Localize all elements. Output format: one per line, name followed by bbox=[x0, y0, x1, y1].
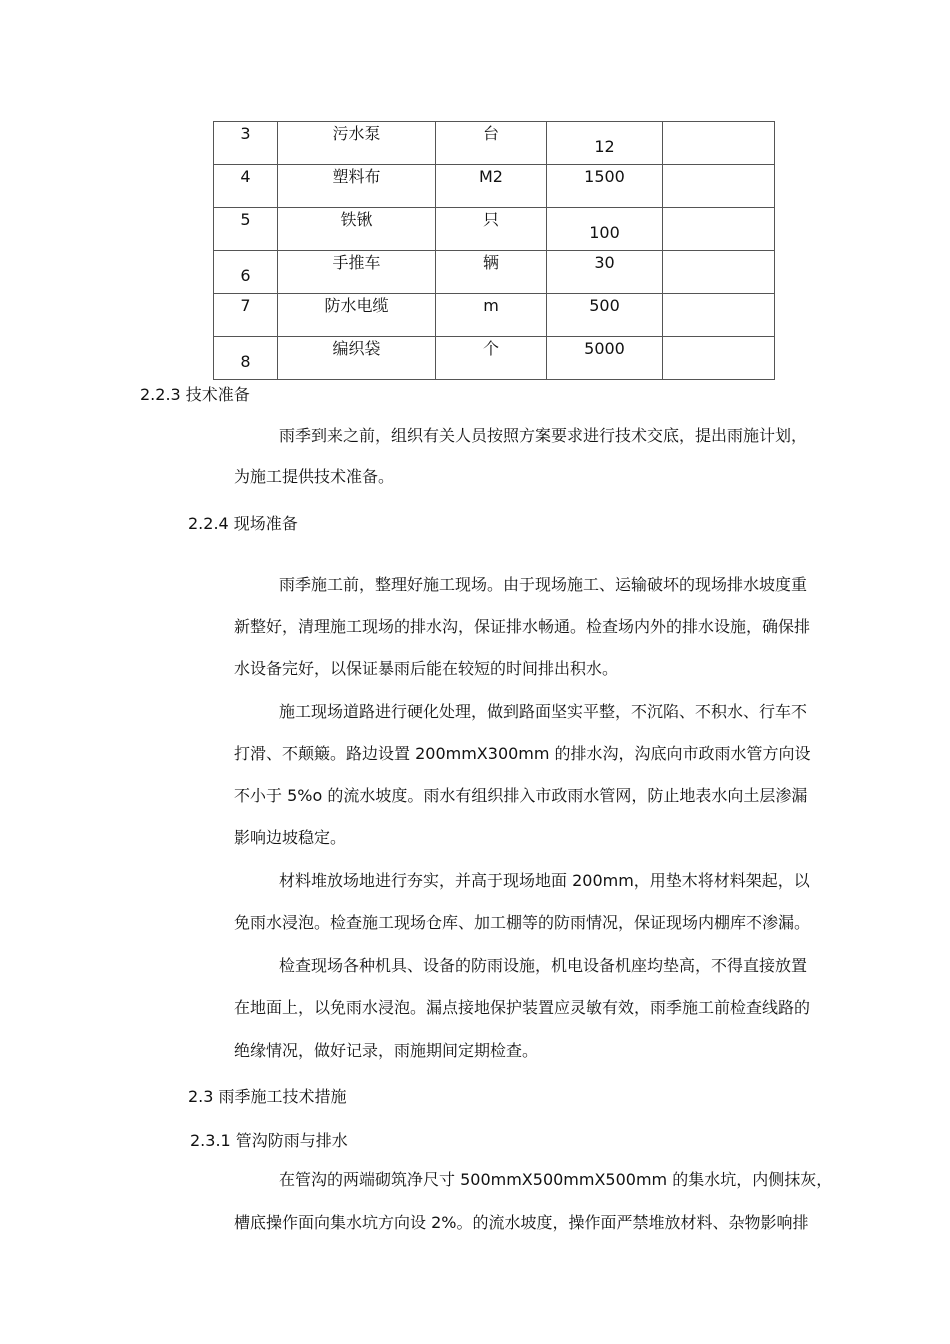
table-row bbox=[214, 294, 775, 337]
paragraph-line: 打滑、不颠簸。路边设置 200mmX300mm 的排水沟，沟底向市政雨水管方向设 bbox=[234, 744, 811, 763]
cell-remark bbox=[663, 208, 775, 251]
paragraph-line: 水设备完好，以保证暴雨后能在较短的时间排出积水。 bbox=[234, 659, 619, 678]
section-heading-2-2-3: 2.2.3 技术准备 bbox=[140, 385, 250, 404]
cell-unit: M2 bbox=[436, 165, 547, 208]
paragraph-line: 新整好，清理施工现场的排水沟，保证排水畅通。检查场内外的排水设施，确保排 bbox=[234, 617, 811, 636]
section-heading-2-2-4: 2.2.4 现场准备 bbox=[188, 514, 298, 533]
cell-qty: 30 bbox=[547, 251, 663, 294]
cell-unit: 个 bbox=[436, 337, 547, 380]
paragraph-line: 绝缘情况，做好记录，雨施期间定期检查。 bbox=[234, 1041, 539, 1060]
cell-qty: 500 bbox=[547, 294, 663, 337]
cell-remark bbox=[663, 165, 775, 208]
paragraph-line: 施工现场道路进行硬化处理，做到路面坚实平整，不沉陷、不积水、行车不 bbox=[279, 702, 808, 721]
paragraph-line: 免雨水浸泡。检查施工现场仓库、加工棚等的防雨情况，保证现场内棚库不渗漏。 bbox=[234, 913, 811, 932]
paragraph-line: 不小于 5%o 的流水坡度。雨水有组织排入市政雨水管网，防止地表水向土层渗漏 bbox=[234, 786, 808, 805]
paragraph-line: 在管沟的两端砌筑净尺寸 500mmX500mmX500mm 的集水坑，内侧抹灰， bbox=[279, 1170, 833, 1189]
materials-table bbox=[213, 121, 775, 380]
paragraph-line: 雨季施工前，整理好施工现场。由于现场施工、运输破坏的现场排水坡度重 bbox=[279, 575, 808, 594]
paragraph-line: 在地面上，以免雨水浸泡。漏点接地保护装置应灵敏有效，雨季施工前检查线路的 bbox=[234, 998, 811, 1017]
table-row bbox=[214, 208, 775, 251]
paragraph-line: 槽底操作面向集水坑方向设 2%。的流水坡度，操作面严禁堆放材料、杂物影响排 bbox=[234, 1213, 809, 1232]
cell-no: 7 bbox=[214, 294, 278, 337]
cell-unit: 只 bbox=[436, 208, 547, 251]
cell-name: 铁锹 bbox=[278, 208, 436, 251]
cell-no: 5 bbox=[214, 208, 278, 251]
cell-no: 8 bbox=[214, 337, 278, 380]
cell-name: 污水泵 bbox=[278, 122, 436, 165]
paragraph-line: 影响边坡稳定。 bbox=[234, 828, 347, 847]
cell-no: 4 bbox=[214, 165, 278, 208]
cell-remark bbox=[663, 122, 775, 165]
cell-remark bbox=[663, 294, 775, 337]
cell-name: 手推车 bbox=[278, 251, 436, 294]
section-heading-2-3: 2.3 雨季施工技术措施 bbox=[188, 1087, 347, 1106]
cell-qty: 100 bbox=[547, 208, 663, 251]
paragraph-line: 雨季到来之前，组织有关人员按照方案要求进行技术交底，提出雨施计划， bbox=[279, 426, 808, 445]
cell-qty: 5000 bbox=[547, 337, 663, 380]
cell-no: 3 bbox=[214, 122, 278, 165]
table-row bbox=[214, 122, 775, 165]
cell-name: 编织袋 bbox=[278, 337, 436, 380]
cell-no: 6 bbox=[214, 251, 278, 294]
table-row bbox=[214, 337, 775, 380]
cell-remark bbox=[663, 337, 775, 380]
paragraph-line: 为施工提供技术准备。 bbox=[234, 467, 395, 486]
cell-name: 塑料布 bbox=[278, 165, 436, 208]
cell-unit: 辆 bbox=[436, 251, 547, 294]
cell-unit: 台 bbox=[436, 122, 547, 165]
cell-qty: 12 bbox=[547, 122, 663, 165]
paragraph-line: 材料堆放场地进行夯实，并高于现场地面 200mm，用垫木将材料架起，以 bbox=[279, 871, 810, 890]
cell-remark bbox=[663, 251, 775, 294]
paragraph-line: 检查现场各种机具、设备的防雨设施，机电设备机座均垫高，不得直接放置 bbox=[279, 956, 808, 975]
cell-unit: m bbox=[436, 294, 547, 337]
cell-name: 防水电缆 bbox=[278, 294, 436, 337]
table-row bbox=[214, 165, 775, 208]
cell-qty: 1500 bbox=[547, 165, 663, 208]
section-heading-2-3-1: 2.3.1 管沟防雨与排水 bbox=[190, 1131, 348, 1150]
table-row bbox=[214, 251, 775, 294]
